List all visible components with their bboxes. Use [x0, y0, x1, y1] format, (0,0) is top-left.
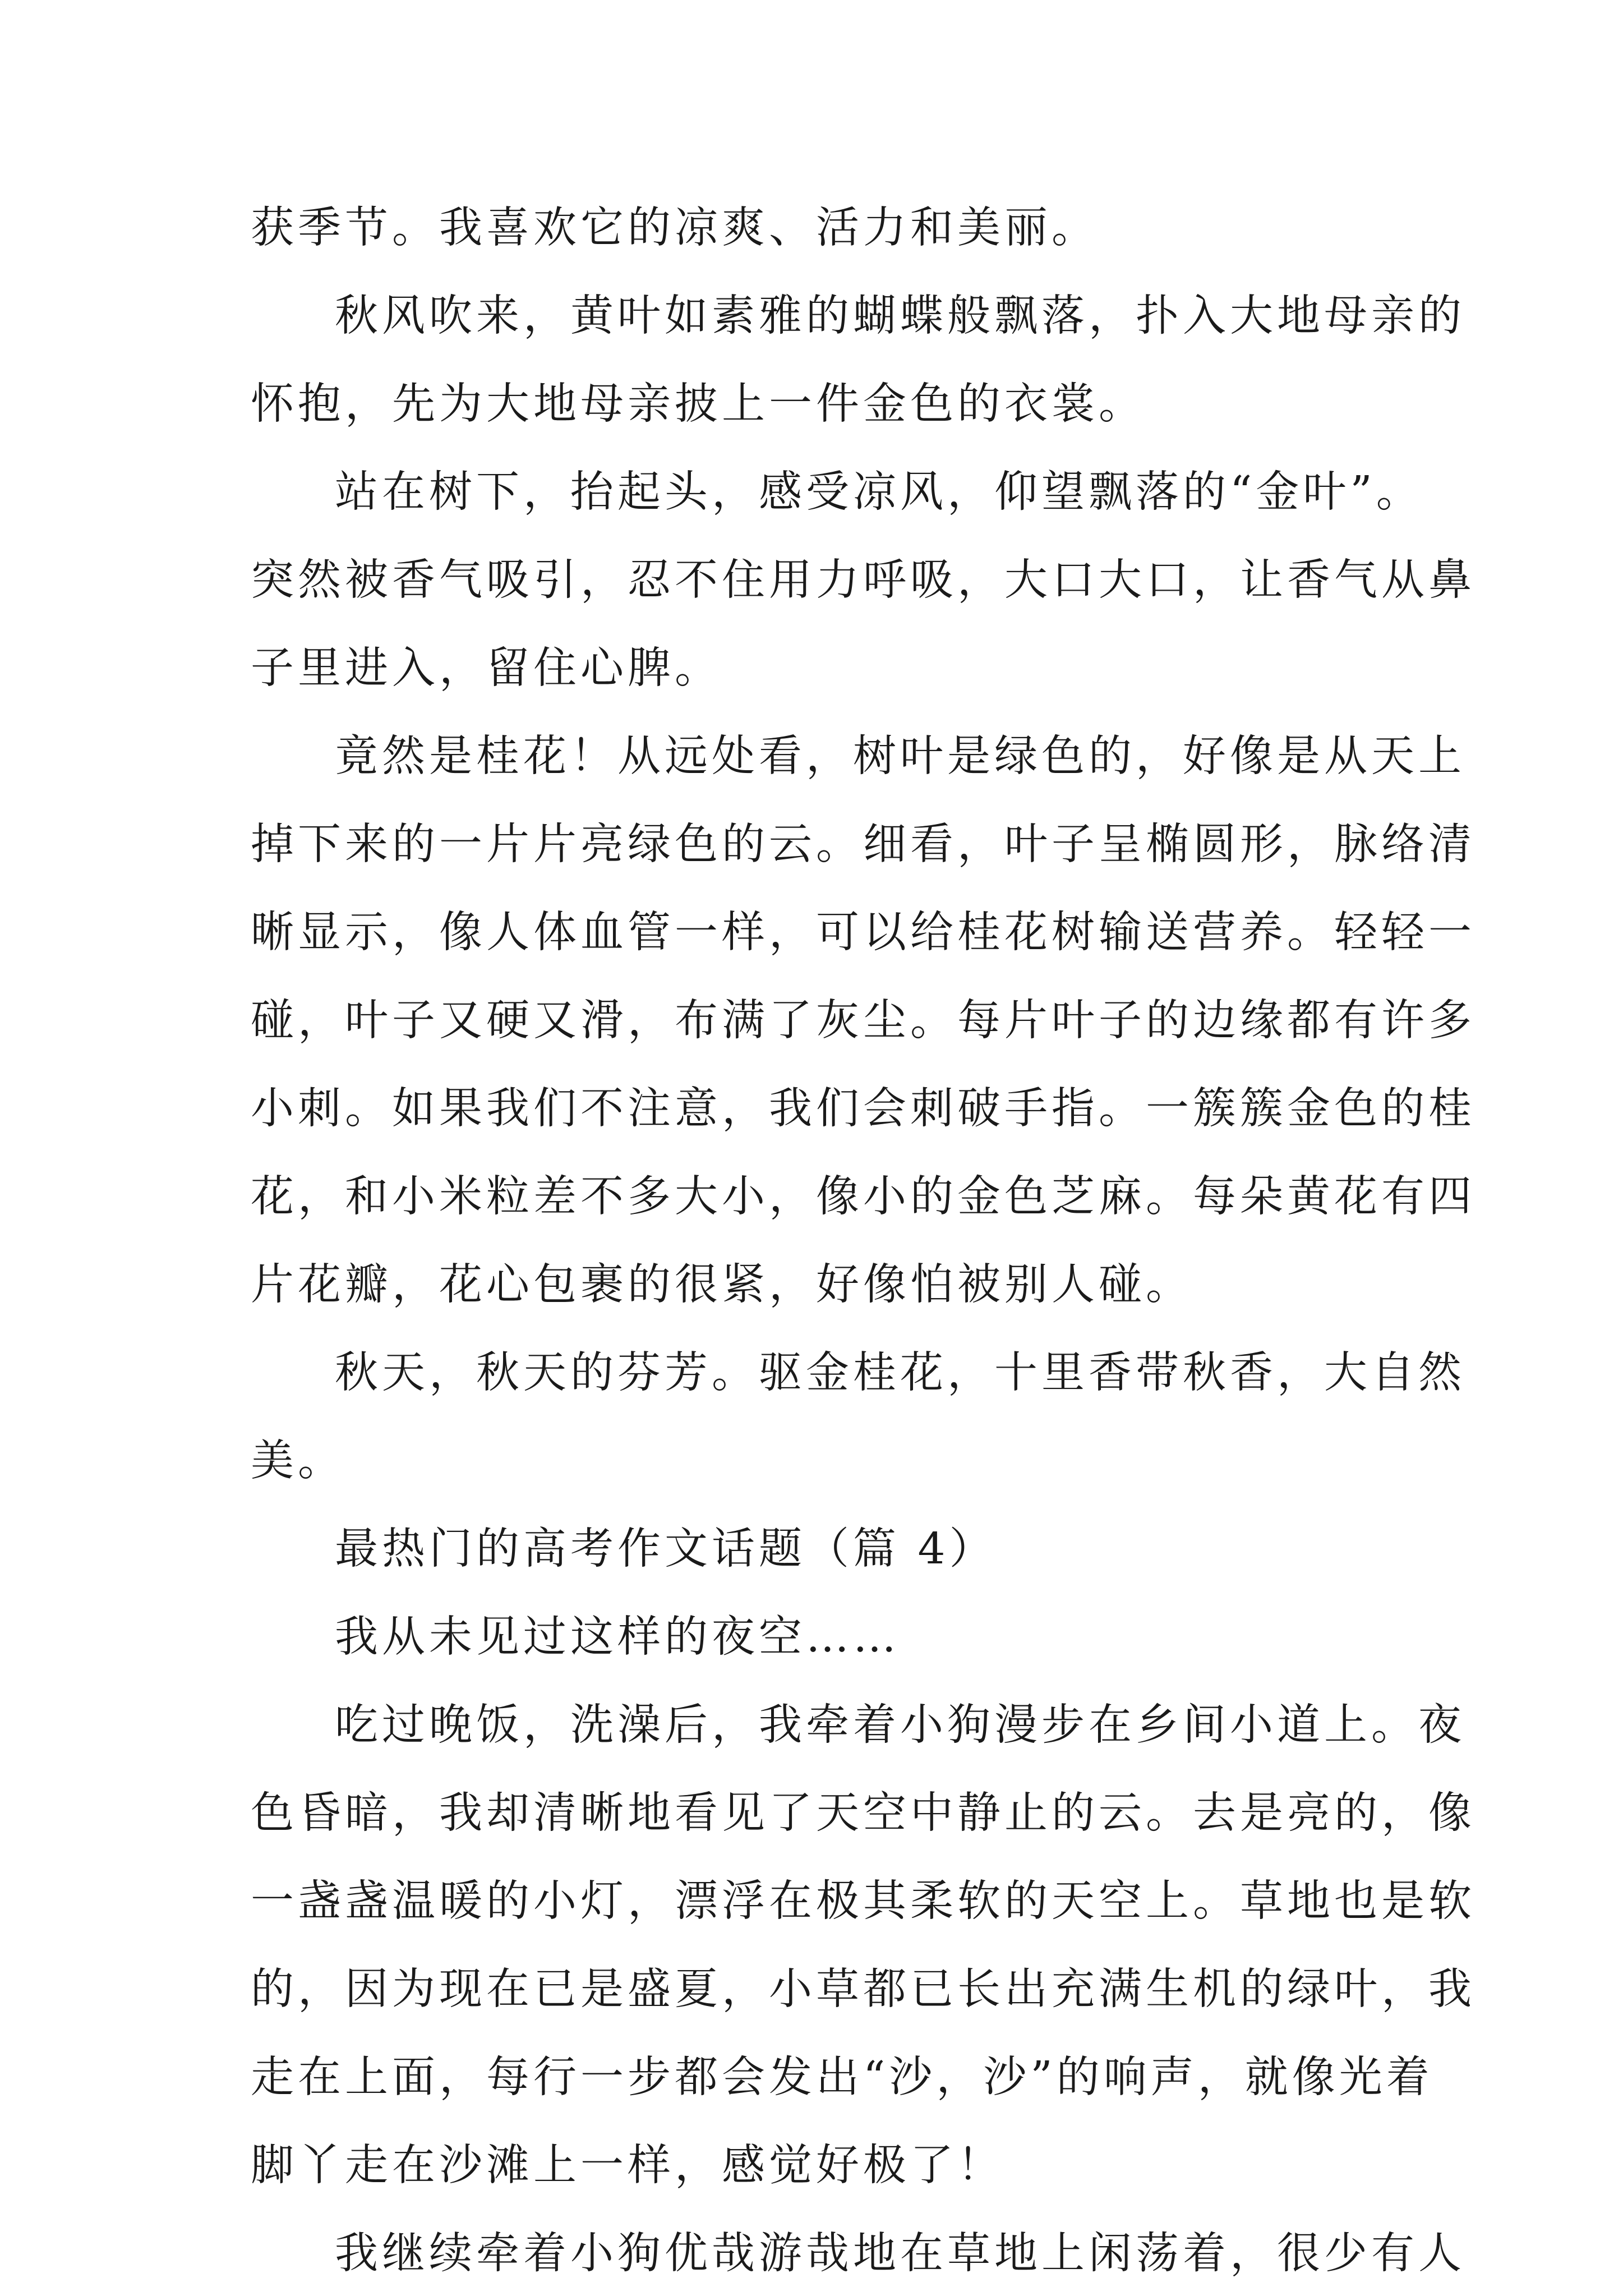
text-line: 获季节。我喜欢它的凉爽、活力和美丽。 [251, 203, 1099, 253]
text-line: 掉下来的一片片亮绿色的云。细看，叶子呈椭圆形，脉络清 [251, 820, 1476, 869]
text-line: 美。 [251, 1436, 345, 1486]
section-heading: 最热门的高考作文话题（篇 4） [335, 1524, 997, 1574]
text-line: 的，因为现在已是盛夏，小草都已长出充满生机的绿叶，我 [251, 1964, 1476, 2014]
text-line: 走在上面，每行一步都会发出“沙，沙”的响声，就像光着 [251, 2053, 1433, 2102]
text-line: 色昏暗，我却清晰地看见了天空中静止的云。去是亮的，像 [251, 1788, 1476, 1838]
text-line: 突然被香气吸引，忍不住用力呼吸，大口大口，让香气从鼻 [251, 555, 1476, 605]
text-line: 怀抱，先为大地母亲披上一件金色的衣裳。 [251, 379, 1146, 429]
text-line: 花，和小米粒差不多大小，像小的金色芝麻。每朵黄花有四 [251, 1172, 1476, 1222]
paragraph-first-line: 秋风吹来，黄叶如素雅的蝴蝶般飘落，扑入大地母亲的 [335, 291, 1465, 341]
paragraph-first-line: 我继续牵着小狗优哉游哉地在草地上闲荡着，很少有人 [335, 2229, 1465, 2279]
text-line: 一盏盏温暖的小灯，漂浮在极其柔软的天空上。草地也是软 [251, 1876, 1476, 1926]
paragraph-first-line: 站在树下，抬起头，感受凉风，仰望飘落的“金叶”。 [335, 467, 1423, 517]
paragraph-first-line: 我从未见过这样的夜空…… [335, 1612, 900, 1662]
paragraph-first-line: 吃过晚饭，洗澡后，我牵着小狗漫步在乡间小道上。夜 [335, 1700, 1465, 1750]
text-line: 脚丫走在沙滩上一样，感觉好极了！ [251, 2141, 1004, 2191]
text-line: 晰显示，像人体血管一样，可以给桂花树输送营养。轻轻一 [251, 908, 1476, 958]
paragraph-first-line: 竟然是桂花！从远处看，树叶是绿色的，好像是从天上 [335, 731, 1465, 781]
text-line: 子里进入，留住心脾。 [251, 643, 722, 693]
text-line: 小刺。如果我们不注意，我们会刺破手指。一簇簇金色的桂 [251, 1084, 1476, 1134]
paragraph-first-line: 秋天，秋天的芬芳。驱金桂花，十里香带秋香，大自然 [335, 1348, 1465, 1398]
text-line: 片花瓣，花心包裹的很紧，好像怕被别人碰。 [251, 1260, 1193, 1310]
text-line: 碰，叶子又硬又滑，布满了灰尘。每片叶子的边缘都有许多 [251, 996, 1476, 1046]
